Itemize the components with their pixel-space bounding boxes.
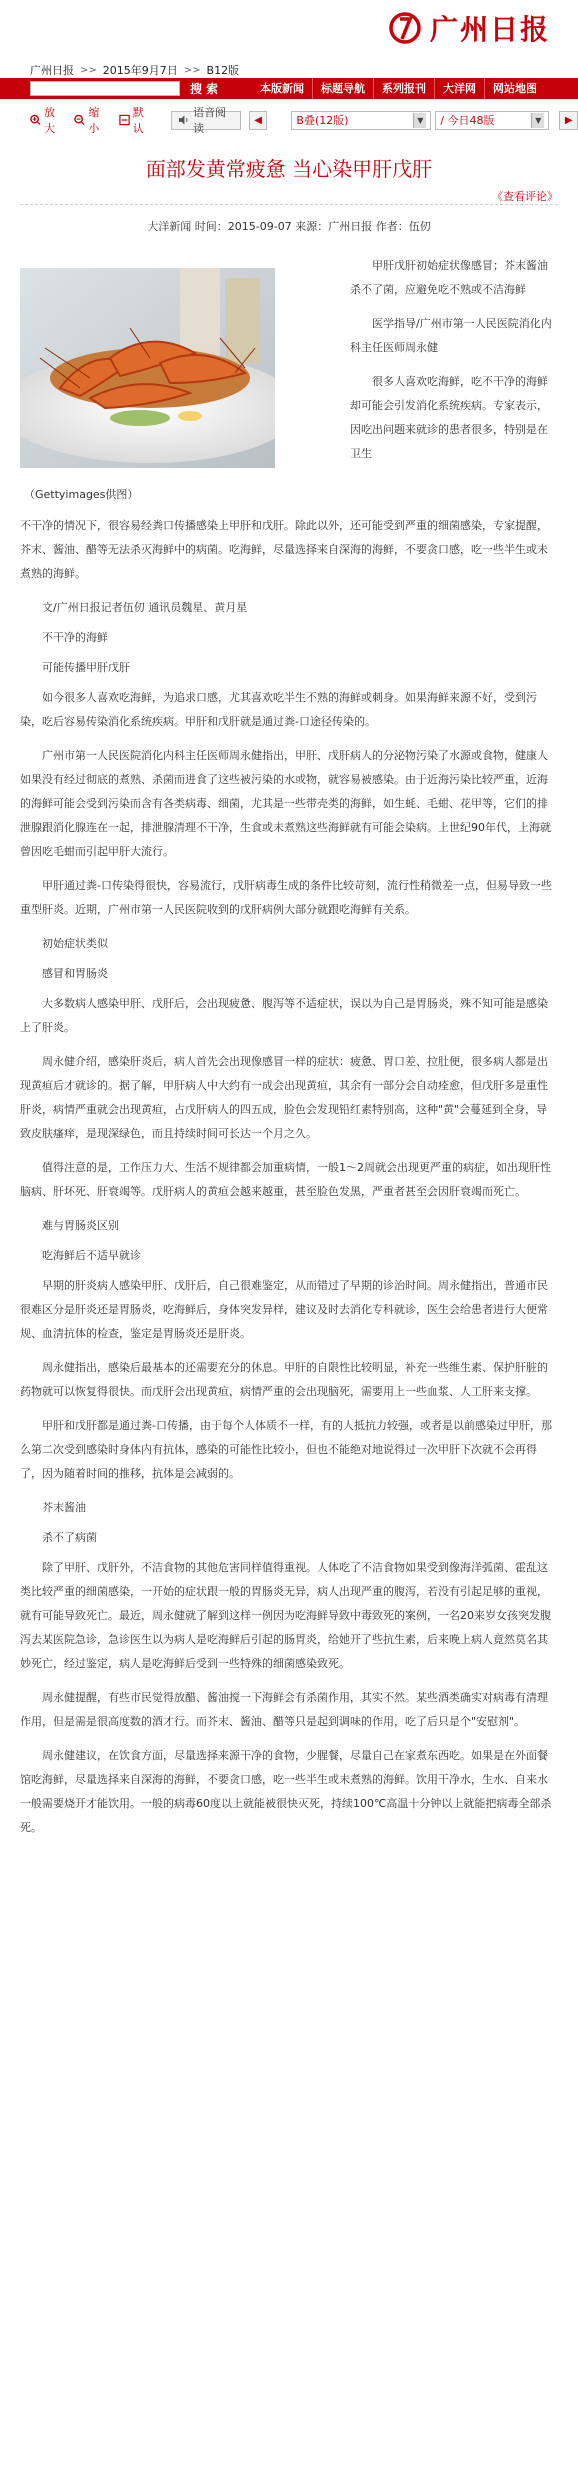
article-intro — [350, 254, 558, 466]
article-body — [20, 514, 558, 1850]
nav-item-headlines[interactable]: 标题导航 — [312, 78, 373, 99]
section-heading: 初始症状类似 — [42, 937, 108, 950]
section-heading: 难与胃肠炎区别 — [42, 1219, 119, 1232]
chevron-right-icon: >> — [183, 64, 201, 76]
body-paragraph: 甲肝和戊肝都是通过粪-口传播，由于每个人体质不一样，有的人抵抗力较强，或者是以前感染过甲肝，那么第二次受到感染时身体内有抗体，感染的可能性比较小，但也不能绝对地说得过一次甲肝下次就不会再得了，因为随着时间的推移，抗体是会减弱的。 — [20, 1419, 552, 1480]
voice-read-button[interactable] — [171, 106, 241, 135]
voice-read-label: 语音阅读 — [193, 106, 227, 135]
intro-paragraph: 甲肝戊肝初始症状像感冒；芥末酱油杀不了菌，应避免吃不熟或不洁海鲜 — [350, 259, 548, 296]
default-size-icon — [119, 114, 130, 126]
article-title: 面部发黄常疲惫 当心染甲肝戊肝 — [145, 157, 433, 181]
breadcrumb — [30, 62, 239, 78]
body-paragraph: 不干净的情况下，很容易经粪口传播感染上甲肝和戊肝。除此以外，还可能受到严重的细菌感染，专家提醒，芥末、酱油、醋等无法杀灭海鲜中的病菌。吃海鲜，尽量选择来自深海的海鲜，不要贪口感，吃一些半生或未煮熟的海鲜。 — [20, 519, 548, 580]
logo-mark-icon — [388, 11, 422, 45]
speaker-icon — [178, 114, 189, 126]
body-paragraph: 早期的肝炎病人感染甲肝、戊肝后，自己很难鉴定，从而错过了早期的诊治时间。周永健指出，普通市民很难区分是肝炎还是胃肠炎，吃海鲜后，身体突发异样，建议及时去消化专科就诊，医生会给患者进行大便常规、血清抗体的检查，鉴定是胃肠炎还是肝炎。 — [20, 1279, 548, 1340]
nav-item-dayoo[interactable]: 大洋网 — [434, 78, 484, 99]
section-heading: 杀不了病菌 — [42, 1531, 97, 1544]
section-heading: 文/广州日报记者伍仞 通讯员魏星、黄月星 — [42, 601, 248, 614]
chevron-right-icon: >> — [80, 64, 97, 76]
chevron-down-icon: ▼ — [531, 113, 544, 128]
chevron-down-icon: ▼ — [413, 113, 426, 128]
search-button[interactable]: 搜 索 — [190, 82, 219, 96]
toolbar — [0, 106, 578, 134]
zoom-out-label: 缩小 — [88, 106, 100, 135]
masthead — [0, 0, 578, 58]
body-paragraph: 值得注意的是，工作压力大、生活不规律都会加重病情，一般1～2周就会出现更严重的病症，如出现肝性脑病、肝坏死、肝衰竭等。戊肝病人的黄疸会越来越重，甚至脸色发黑，严重者甚至会因肝衰竭而死亡。 — [20, 1161, 551, 1198]
nav-item-series[interactable]: 系列报刊 — [373, 78, 434, 99]
nav-bar — [0, 78, 578, 99]
photo-caption: （Gettyimages供图） — [24, 488, 139, 501]
breadcrumb-item[interactable]: 广州日报 — [30, 64, 74, 77]
body-paragraph: 除了甲肝、戊肝外，不洁食物的其他危害同样值得重视。人体吃了不洁食物如果受到像海洋弧菌、霍乱这类比较严重的细菌感染，一开始的症状跟一般的胃肠炎无异，病人出现严重的腹泻，若没有引起足够的重视，就有可能导致死亡。最近，周永健就了解到这样一例因为吃海鲜导致中毒致死的案例，一名20来岁女孩突发腹泻去某医院急诊，急诊医生以为病人是吃海鲜后引起的肠胃炎，给她开了些抗生素，后来晚上病人竟然莫名其妙死亡，经过鉴定，病人是吃海鲜后受到一些特殊的细菌感染致死。 — [20, 1561, 551, 1670]
body-paragraph: 甲肝通过粪-口传染得很快，容易流行，戊肝病毒生成的条件比较苛刻，流行性稍微差一点，但易导致一些重型肝炎。近期，广州市第一人民医院收到的戊肝病例大部分就跟吃海鲜有关系。 — [20, 879, 552, 916]
nav-item-news[interactable]: 本版新闻 — [260, 82, 304, 95]
section-heading: 可能传播甲肝戊肝 — [42, 661, 130, 674]
zoom-in-label: 放大 — [44, 106, 56, 135]
view-comments-link[interactable]: 《查看评论》 — [492, 190, 558, 203]
logo[interactable] — [388, 8, 550, 48]
divider — [20, 204, 558, 205]
nav-items — [252, 78, 545, 99]
next-page-button[interactable]: ▶ — [559, 111, 578, 130]
default-size-button[interactable] — [119, 104, 153, 136]
search-input[interactable] — [30, 81, 180, 96]
section-heading: 感冒和胃肠炎 — [42, 967, 108, 980]
prev-page-button[interactable]: ◀ — [249, 111, 268, 130]
issue-select-value: / 今日48版 — [440, 114, 495, 127]
body-paragraph: 周永健提醒，有些市民觉得放醋、酱油搅一下海鲜会有杀菌作用，其实不然。某些酒类确实对病毒有清理作用，但是需是很高度数的酒才行。而芥末、酱油、醋等只是起到调味的作用，吃了后只是个"安慰剂"。 — [20, 1691, 548, 1728]
section-heading: 不干净的海鲜 — [42, 631, 108, 644]
intro-paragraph: 医学指导/广州市第一人民医院消化内科主任医师周永健 — [350, 317, 552, 354]
page-select-value: B叠(12版) — [296, 114, 349, 127]
breadcrumb-item[interactable]: B12版 — [206, 64, 240, 77]
breadcrumb-item[interactable]: 2015年9月7日 — [102, 64, 178, 77]
issue-select[interactable] — [435, 111, 549, 130]
nav-item-sitemap[interactable]: 网站地图 — [484, 78, 545, 99]
default-size-label: 默认 — [132, 106, 144, 135]
body-paragraph: 周永健建议，在饮食方面，尽量选择来源干净的食物，少腥餐，尽量自己在家煮东西吃。如果是在外面餐馆吃海鲜，尽量选择来自深海的海鲜，不要贪口感，吃一些半生或未煮熟的海鲜。饮用干净水，生水、自来水一般需要烧开才能饮用。一般的病毒60度以上就能被很快灭死，持续100℃高温十分钟以上就能把病毒全部杀死。 — [20, 1749, 552, 1834]
body-paragraph: 周永健指出，感染后最基本的还需要充分的休息。甲肝的自限性比较明显，补充一些维生素、保护肝脏的药物就可以恢复得很快。而戊肝会出现黄疸，病情严重的会出现脑死，需要用上一些血浆、人工肝来支撑。 — [20, 1361, 548, 1398]
article-photo — [20, 268, 275, 468]
body-paragraph: 周永健介绍，感染肝炎后，病人首先会出现像感冒一样的症状：疲惫、胃口差、拉肚便，很多病人都是出现黄疸后才就诊的。据了解，甲肝病人中大约有一成会出现黄疸，其余有一部分会自动痊愈，但戊肝多是重性肝炎，病情严重就会出现黄疸，占戊肝病人的四五成，脸色会发现铅红素特别高，这种"黄"会蔓延到全身，导致皮肤瘙痒，是现深绿色，而且持续时间可长达一个月之久。 — [20, 1055, 548, 1140]
logo-text: 广州日报 — [429, 13, 550, 46]
zoom-in-button[interactable] — [30, 104, 64, 136]
body-paragraph: 如今很多人喜欢吃海鲜，为追求口感，尤其喜欢吃半生不熟的海鲜或刺身。如果海鲜来源不好，受到污染，吃后容易传染消化系统疾病。甲肝和戊肝就是通过粪-口途径传染的。 — [20, 691, 537, 728]
section-heading: 吃海鲜后不适早就诊 — [42, 1249, 141, 1262]
seafood-image — [20, 268, 275, 468]
body-paragraph: 广州市第一人民医院消化内科主任医师周永健指出，甲肝、戊肝病人的分泌物污染了水源或食物，健康人如果没有经过彻底的煮熟、杀菌而进食了这些被污染的水或物，就容易被感染。由于近海污染比较严重，近海的海鲜可能会受到污染而含有各类病毒、细菌，尤其是一些带壳类的海鲜，如生蚝、毛蚶、花甲等，它们的排泄腺跟消化腺连在一起，排泄腺清理不干净，生食或未煮熟这些海鲜就有可能会染病。上世纪90年代，上海就曾因吃毛蚶而引起甲肝大流行。 — [20, 749, 551, 858]
article-meta: 大洋新闻 时间：2015-09-07 来源：广州日报 作者：伍仞 — [147, 220, 431, 233]
page-select[interactable] — [291, 111, 431, 130]
body-paragraph: 大多数病人感染甲肝、戊肝后，会出现疲惫、腹泻等不适症状，误以为自己是胃肠炎，殊不知可能是感染上了肝炎。 — [20, 997, 548, 1034]
intro-paragraph: 很多人喜欢吃海鲜，吃不干净的海鲜却可能会引发消化系统疾病。专家表示，因吃出问题来就诊的患者很多，特别是在卫生 — [350, 375, 548, 460]
zoom-out-button[interactable] — [74, 104, 108, 136]
zoom-out-icon — [74, 114, 85, 126]
section-heading: 芥末酱油 — [42, 1501, 86, 1514]
zoom-in-icon — [30, 114, 41, 126]
